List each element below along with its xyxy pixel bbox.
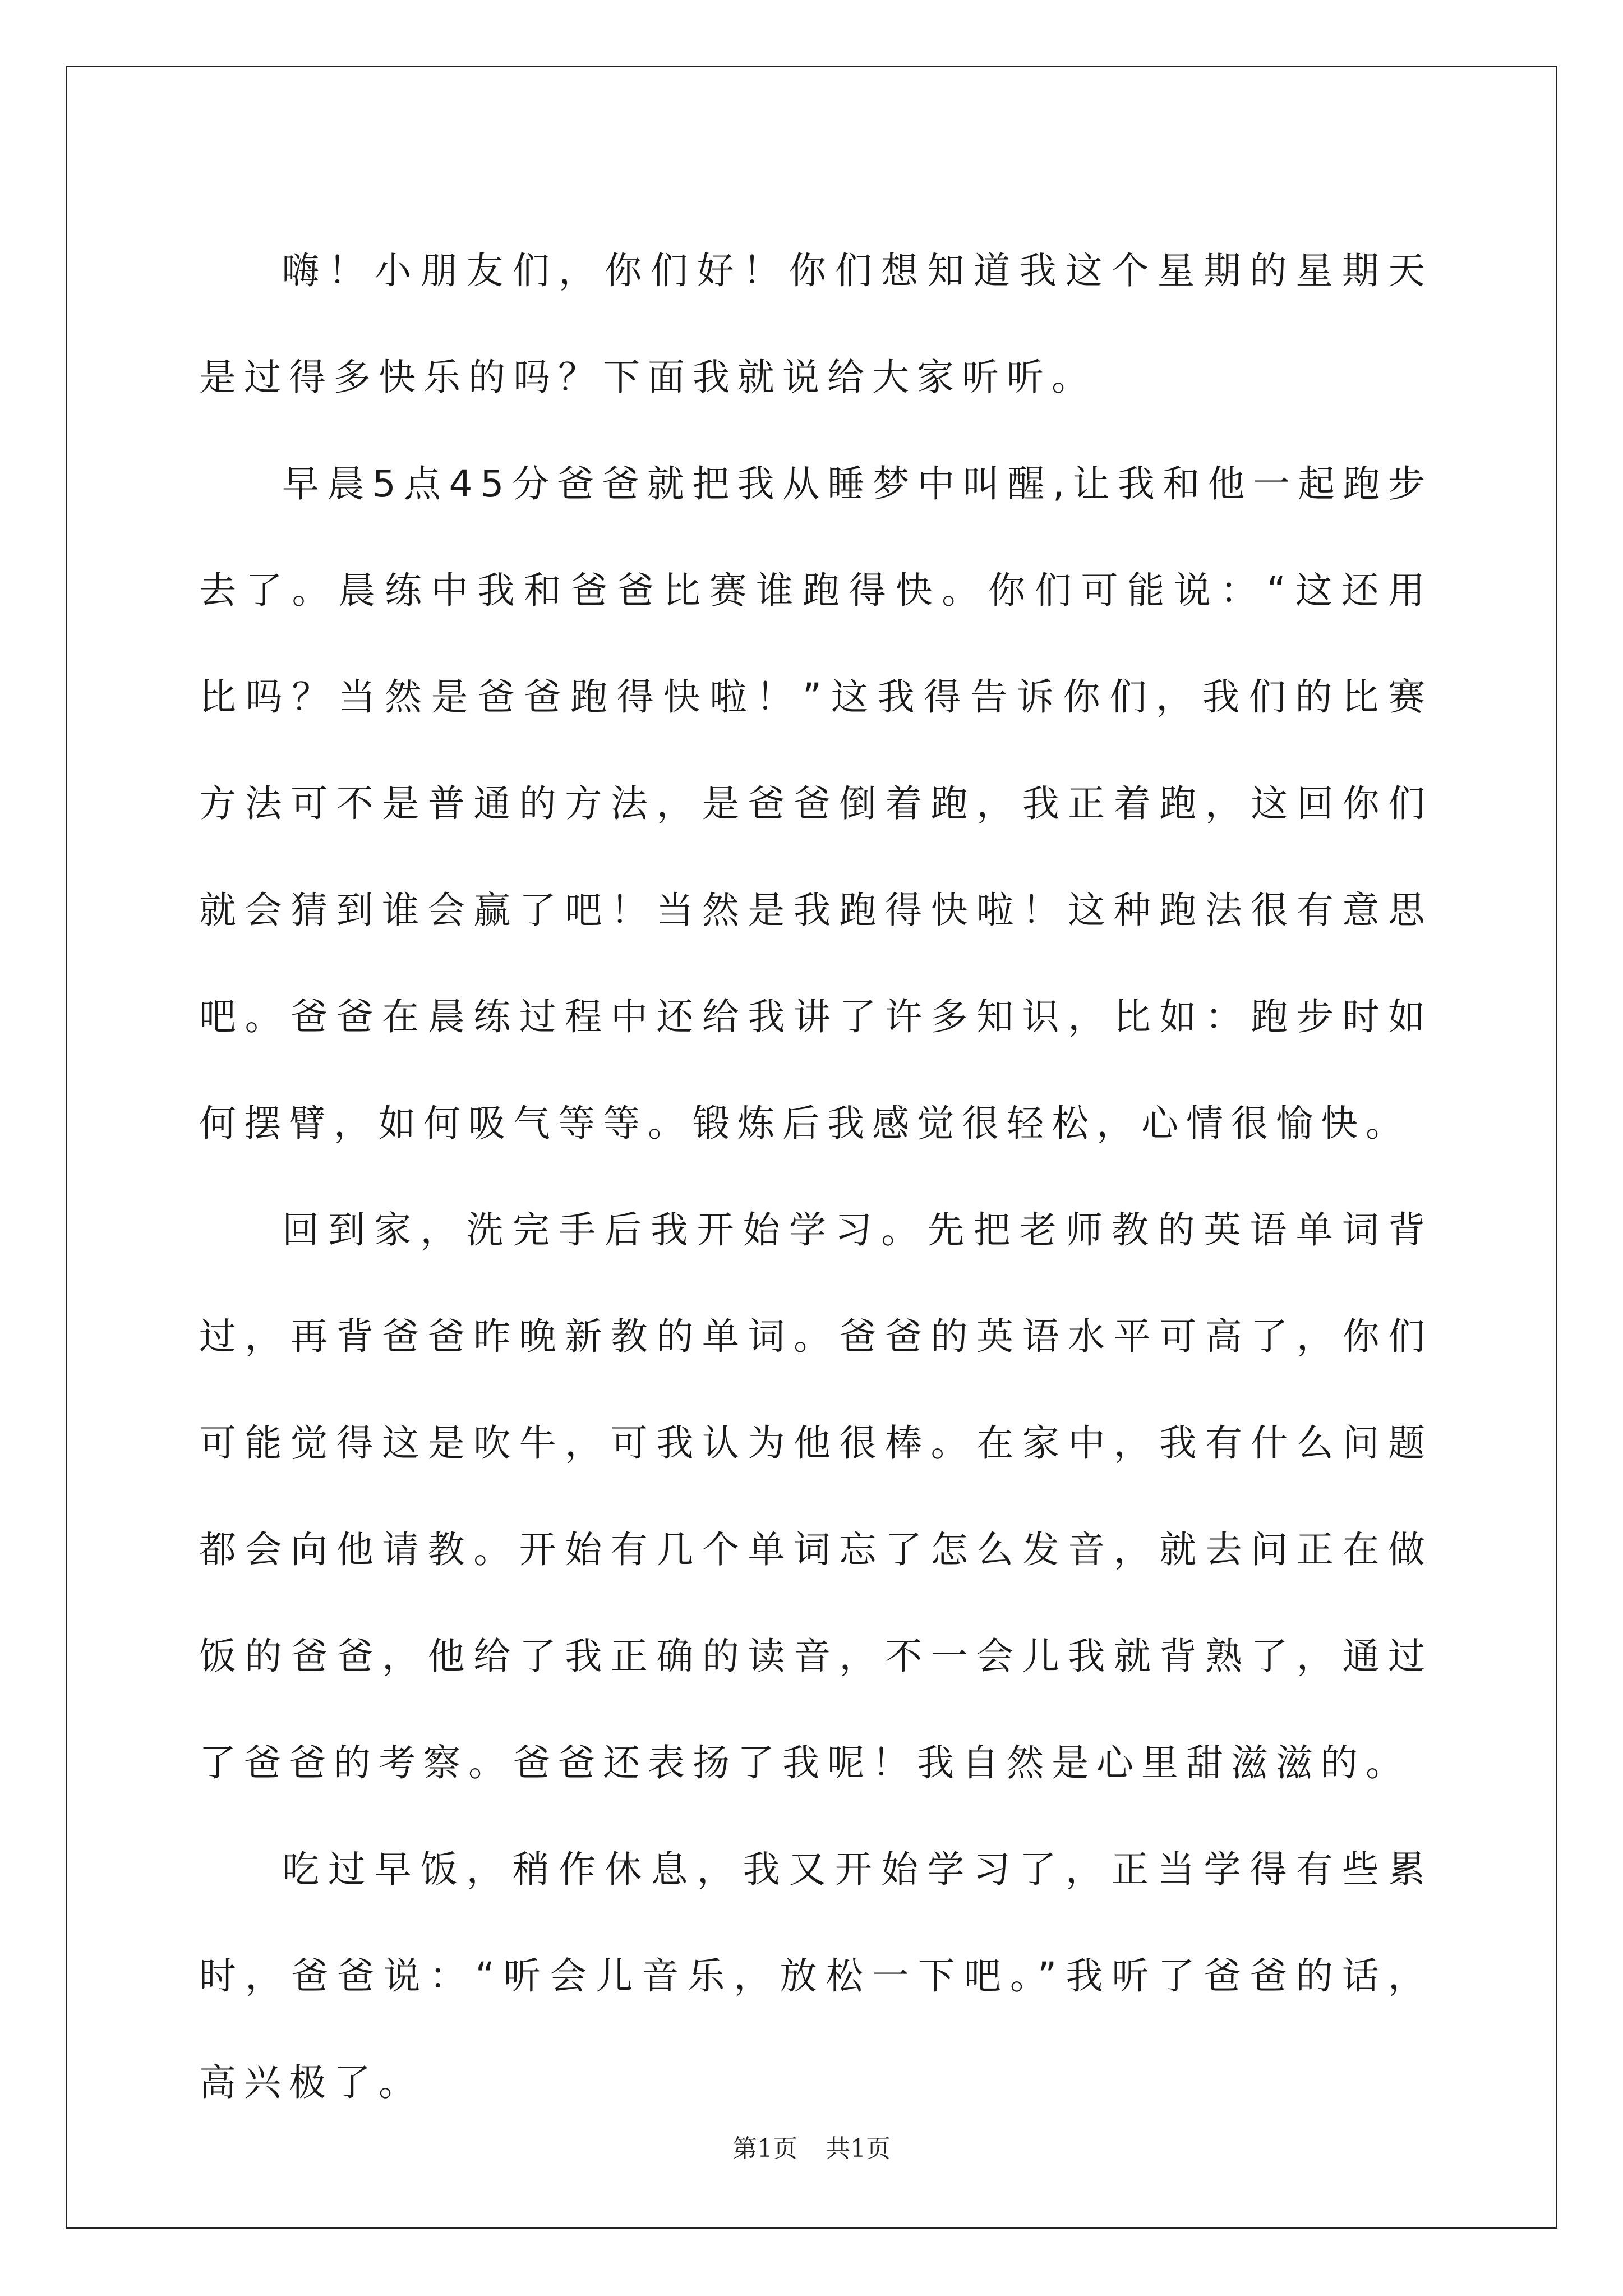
page-number-current: 第1页: [732, 2134, 797, 2163]
paragraph-4: 吃过早饭，稍作休息，我又开始学习了，正当学得有些累时，爸爸说：“听会儿音乐，放松一下吧。”我听了爸爸的话，高兴极了。: [199, 1848, 1433, 2104]
page-number-total: 共1页: [826, 2134, 891, 2163]
paragraph-2: 早晨5点45分爸爸就把我从睡梦中叫醒,让我和他一起跑步去了。晨练中我和爸爸比赛谁跑得快。你们可能说：“这还用比吗？当然是爸爸跑得快啦！”这我得告诉你们，我们的比赛方法可不是普通的方法，是爸爸倒着跑，我正着跑，这回你们就会猜到谁会赢了吧！当然是我跑得快啦！这种跑法很有意思吧。爸爸在晨练过程中还给我讲了许多知识，比如：跑步时如何摆臂，如何吸气等等。锻炼后我感觉很轻松，心情很愉快。: [199, 462, 1433, 1145]
paragraph-3: 回到家，洗完手后我开始学习。先把老师教的英语单词背过，再背爸爸昨晚新教的单词。爸爸的英语水平可高了，你们可能觉得这是吹牛，可我认为他很棒。在家中，我有什么问题都会向他请教。开始有几个单词忘了怎么发音，就去问正在做饭的爸爸，他给了我正确的读音，不一会儿我就背熟了，通过了爸爸的考察。爸爸还表扬了我呢！我自然是心里甜滋滋的。: [199, 1208, 1433, 1784]
paragraph-1: 嗨！小朋友们，你们好！你们想知道我这个星期的星期天是过得多快乐的吗？下面我就说给大家听听。: [199, 249, 1433, 399]
document-body: [199, 218, 1433, 2136]
page-footer: [0, 2128, 1623, 2164]
